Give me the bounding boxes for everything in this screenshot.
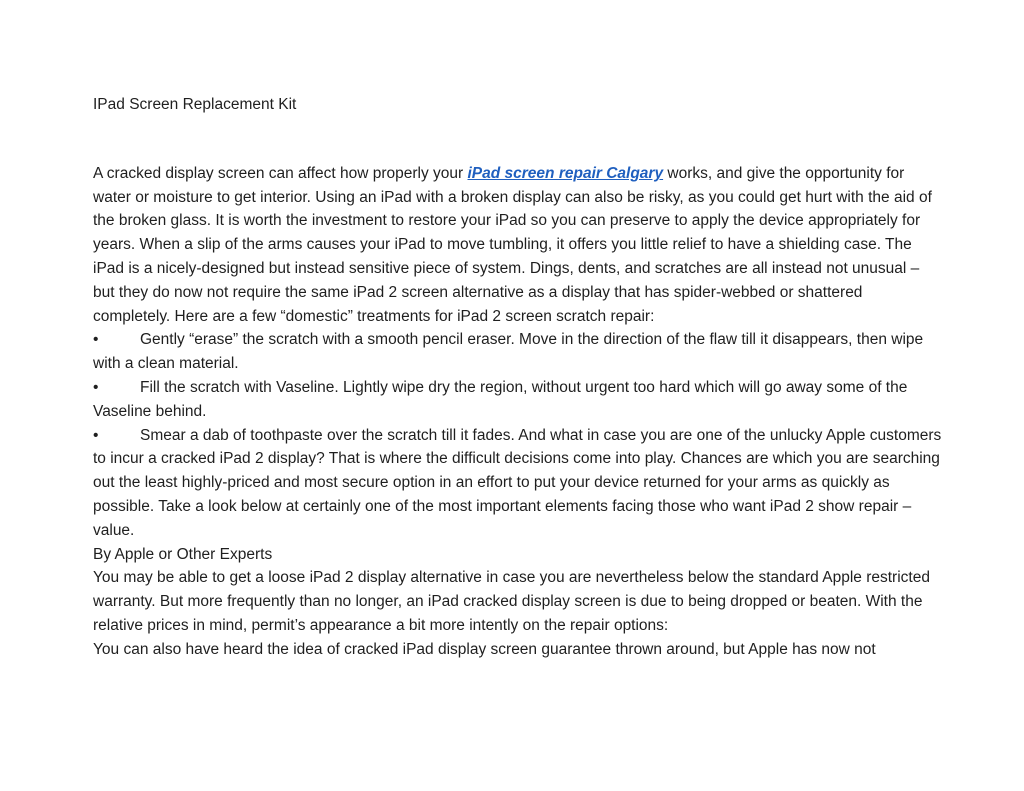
section-subheading: By Apple or Other Experts	[93, 545, 273, 563]
bullet-mark: •	[93, 426, 99, 444]
bullet-text: Gently “erase” the scratch with a smooth pencil eraser. Move in the direction of the flaw till it disappears, then wipe with a clean material.	[93, 331, 924, 373]
bullet-text: Fill the scratch with Vaseline. Lightly wipe dry the region, without urgent too hard which will go away some of the Vaseline behind.	[93, 378, 908, 420]
ipad-repair-link[interactable]: iPad screen repair Calgary	[467, 164, 664, 182]
bullet-item-eraser	[93, 328, 943, 376]
intro-text-after-link: works, and give the opportunity for water or moisture to get interior. Using an iPad with a broken display can also be risky, as you could get hurt with the aid of the broken glass. It is worth the investment to restore your iPad so you can preserve to apply the device appropriately for years. When a slip of the arms causes your iPad to move tumbling, it offers you little relief to have a shielding case. The iPad is a nicely-designed but instead sensitive piece of system. Dings, dents, and scratches are all instead not unusual – but they do now not require the same iPad 2 screen alternative as a display that has spider-webbed or shattered completely. Here are a few “domestic” treatments for iPad 2 screen scratch repair:	[93, 164, 932, 325]
bullet-item-toothpaste	[93, 424, 943, 543]
intro-text-before-link: A cracked display screen can affect how properly your	[93, 164, 468, 182]
document-title: IPad Screen Replacement Kit	[93, 96, 297, 113]
body-paragraph-3: You can also have heard the idea of cracked iPad display screen guarantee thrown around, but Apple has now not	[93, 640, 876, 658]
bullet-item-vaseline	[93, 376, 943, 424]
intro-paragraph	[93, 162, 943, 329]
document-page	[93, 93, 943, 662]
bullet-text: Smear a dab of toothpaste over the scratch till it fades. And what in case you are one of the unlucky Apple customers to incur a cracked iPad 2 display? That is where the difficult decisions come into play. Chances are which you are searching out the least highly-priced and most secure option in an effort to put your device returned for your arms as quickly as possible. Take a look below at certainly one of the most important elements facing those who want iPad 2 show repair – value.	[93, 426, 942, 539]
bullet-mark: •	[93, 331, 99, 349]
bullet-mark: •	[93, 378, 99, 396]
body-paragraph-2: You may be able to get a loose iPad 2 display alternative in case you are nevertheless below the standard Apple restricted warranty. But more frequently than no longer, an iPad cracked display screen is due to being dropped or beaten. With the relative prices in mind, permit’s appearance a bit more intently on the repair options:	[93, 569, 930, 634]
